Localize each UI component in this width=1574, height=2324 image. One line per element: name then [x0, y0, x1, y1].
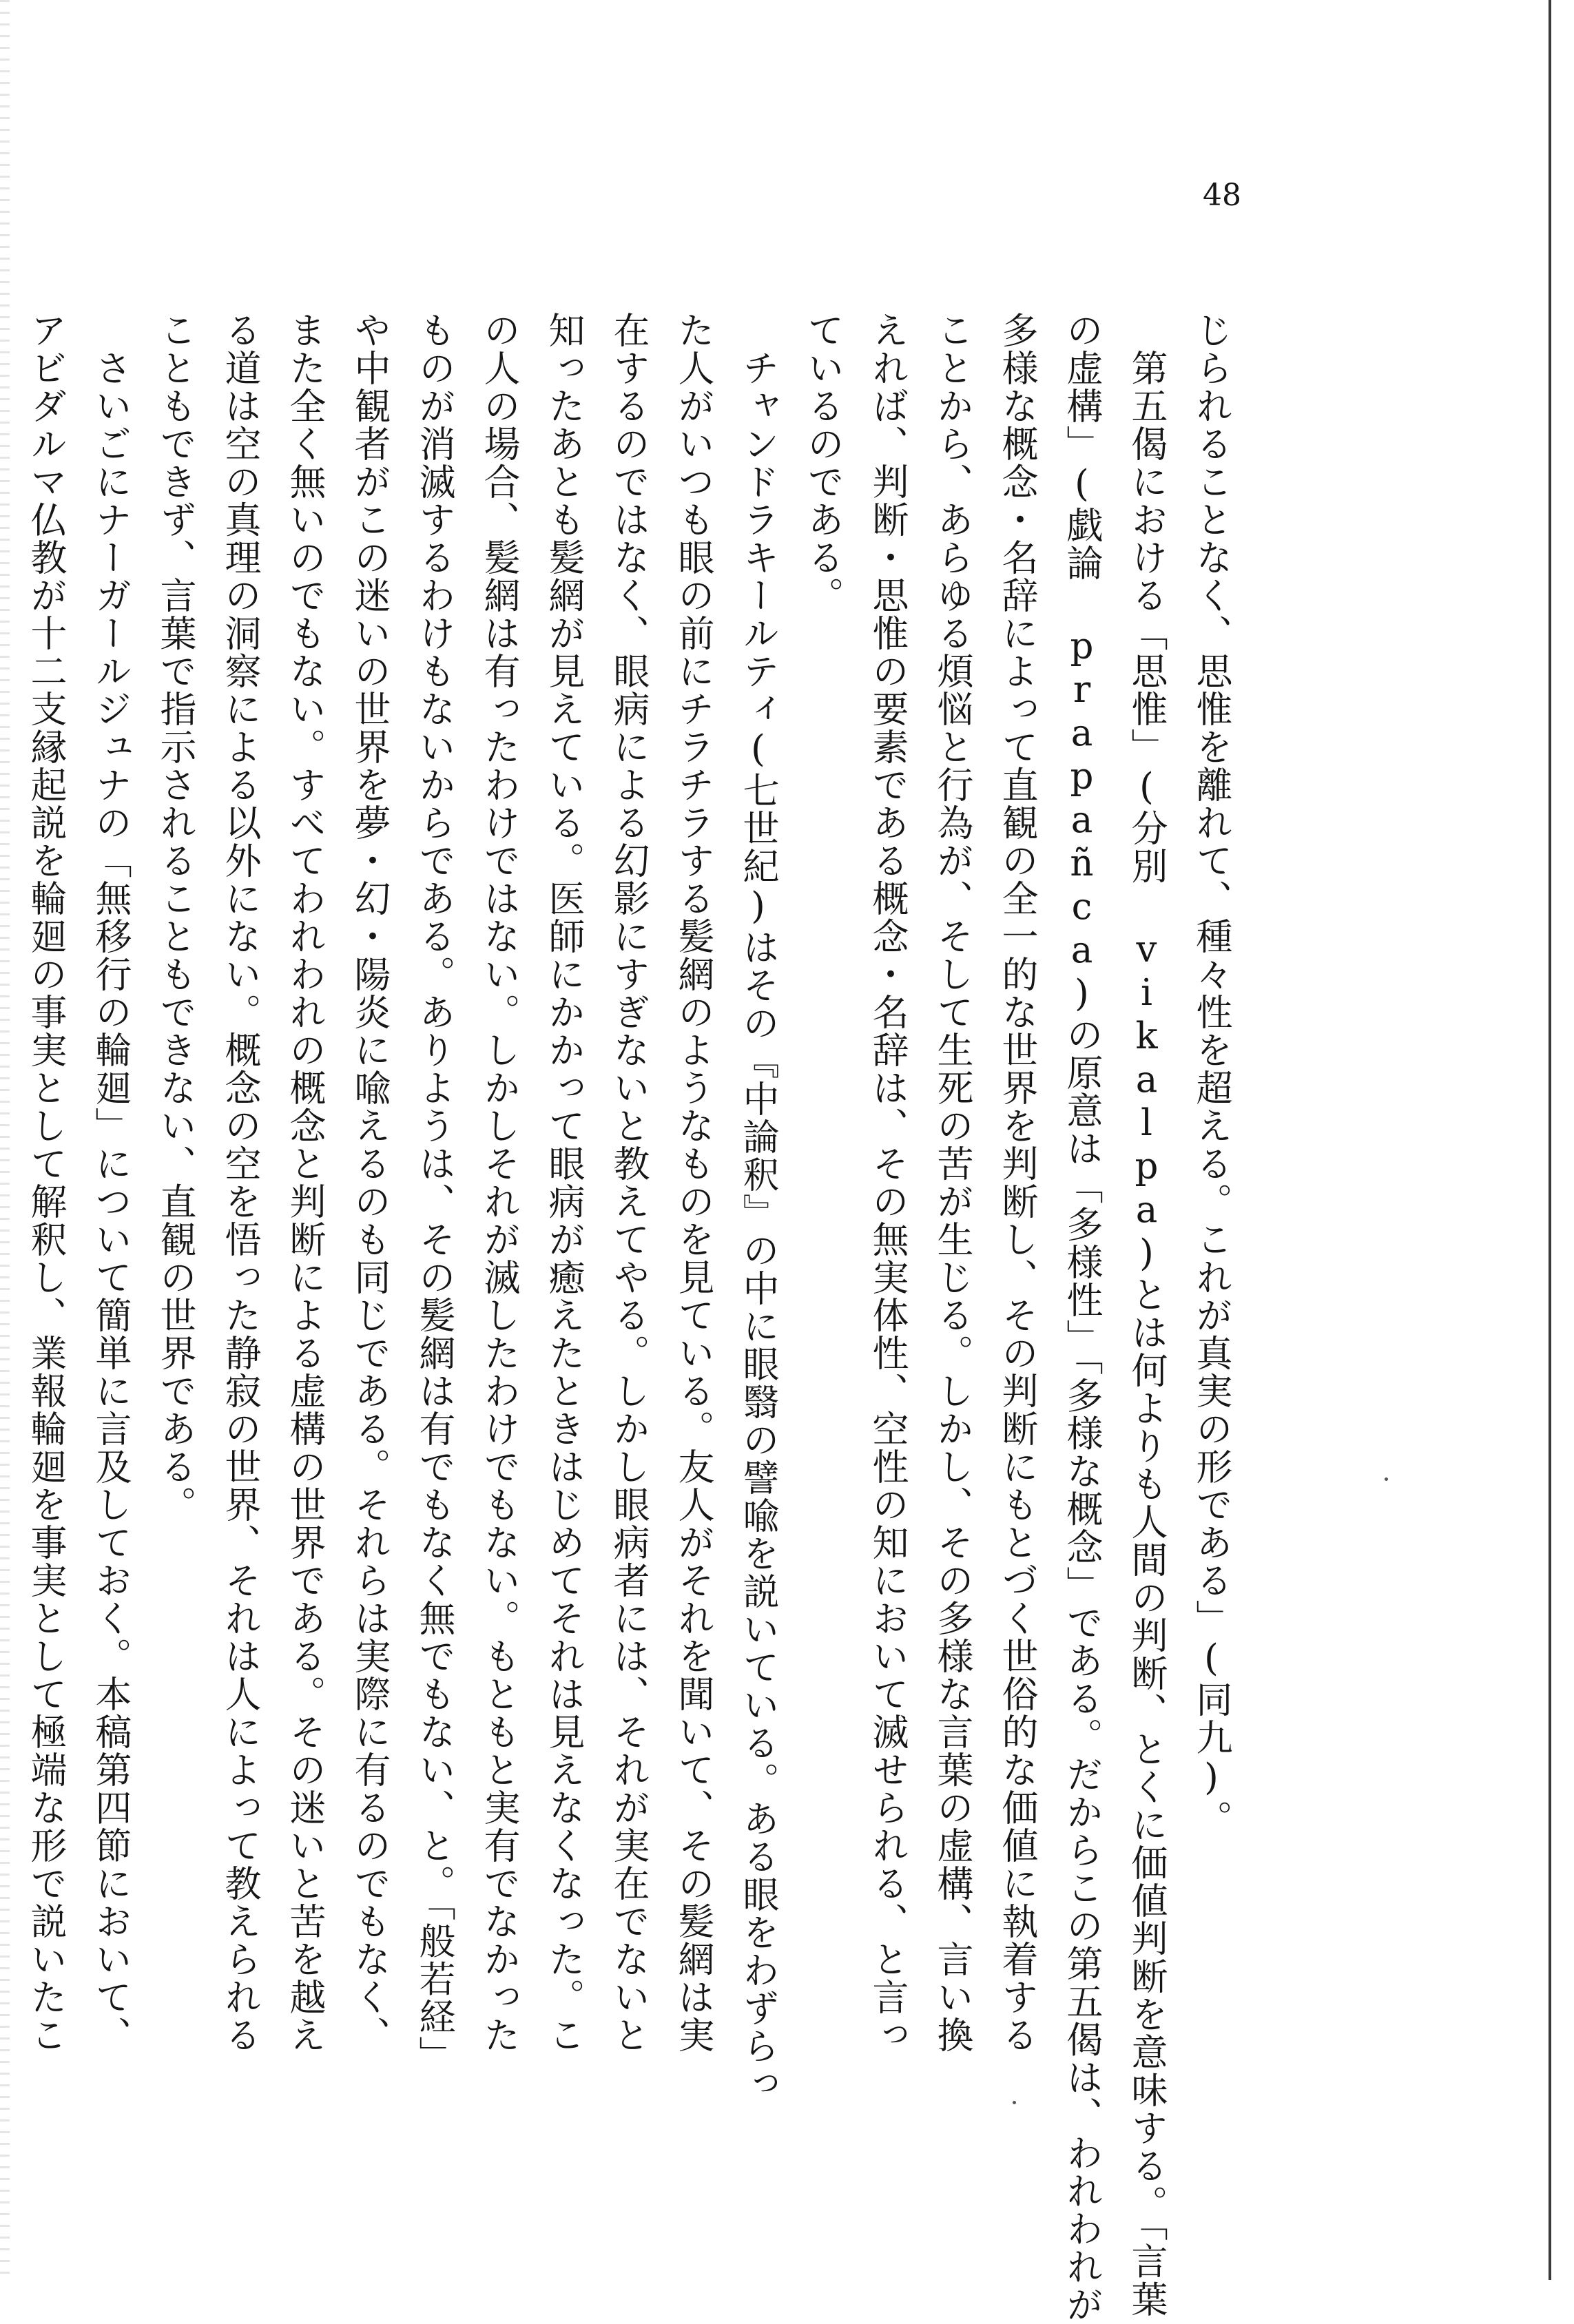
text-line: チャンドラキールティ(七世紀)はその『中論釈』の中に眼翳の譬喩を説いている。ある眼をわずらっ: [737, 311, 779, 2103]
text-line: こともできず、言葉で指示されることもできない、直観の世界である。: [154, 311, 196, 1524]
text-line: アビダルマ仏教が十二支縁起説を輪廻の事実として解釈し、業報輪廻を事実として極端な形で説いたこ: [25, 311, 67, 2054]
scan-speck: [1385, 1477, 1388, 1481]
binding-edge-right: [1549, 0, 1551, 2280]
text-line: じられることなく、思惟を離れて、種々性を超える。これが真実の形である」(同九)。: [1190, 311, 1232, 1838]
scan-speck: [1013, 2101, 1016, 2104]
text-line: の人の場合、髪網は有ったわけではない。しかしそれが滅したわけでもない。もともと実有でなかった: [478, 311, 520, 2054]
scan-edge-left: [0, 0, 10, 2280]
text-line: た人がいつも眼の前にチラチラする髪網のようなものを見ている。友人がそれを聞いて、その髪網は実: [672, 311, 714, 2054]
text-line: ことから、あらゆる煩悩と行為が、そして生死の苦が生じる。しかし、その多様な言葉の虚構、言い換: [931, 311, 973, 2054]
vertical-text: [13, 311, 1243, 2324]
text-line: ているのである。: [802, 311, 844, 614]
text-line: また全く無いのでもない。すべてわれわれの概念と判断による虚構の世界である。その迷いと苦を越え: [284, 311, 326, 2054]
text-line: 在するのではなく、眼病による幻影にすぎないと教えてやる。しかし眼病者には、それが実在でないと: [608, 311, 650, 2054]
page-number: 48: [1203, 178, 1241, 213]
text-line: る道は空の真理の洞察による以外にない。概念の空を悟った静寂の世界、それは人によって教えられる: [219, 311, 261, 2054]
text-line: や中観者がこの迷いの世界を夢・幻・陽炎に喩えるのも同じである。それらは実際に有るのでもなく、: [349, 311, 391, 2054]
text-line: 第五偈における「思惟」(分別 vikalpa)とは何よりも人間の判断、とくに価値判断を意味する。「言葉: [1126, 311, 1168, 2318]
text-line: 知ったあとも髪網が見えている。医師にかかって眼病が癒えたときはじめてそれは見えなくなった。こ: [543, 311, 585, 2054]
body-text-block: [25, 311, 1243, 2324]
text-line: の虚構」(戯論 prapañca)の原意は「多様性」「多様な概念」である。だからこの第五偈は、われわれが: [1061, 311, 1103, 2324]
text-line: えれば、判断・思惟の要素である概念・名辞は、その無実体性、空性の知において滅せられる、と言っ: [867, 311, 909, 2054]
text-line: ものが消滅するわけもないからである。ありようは、その髪網は有でもなく無でもない、と。「般若経」: [413, 311, 455, 2074]
text-line: 多様な概念・名辞によって直観の全一的な世界を判断し、その判断にもとづく世俗的な価値に執着する: [996, 311, 1038, 2054]
text-line: さいごにナーガールジュナの「無移行の輪廻」について簡単に言及しておく。本稿第四節において、: [90, 311, 132, 2054]
